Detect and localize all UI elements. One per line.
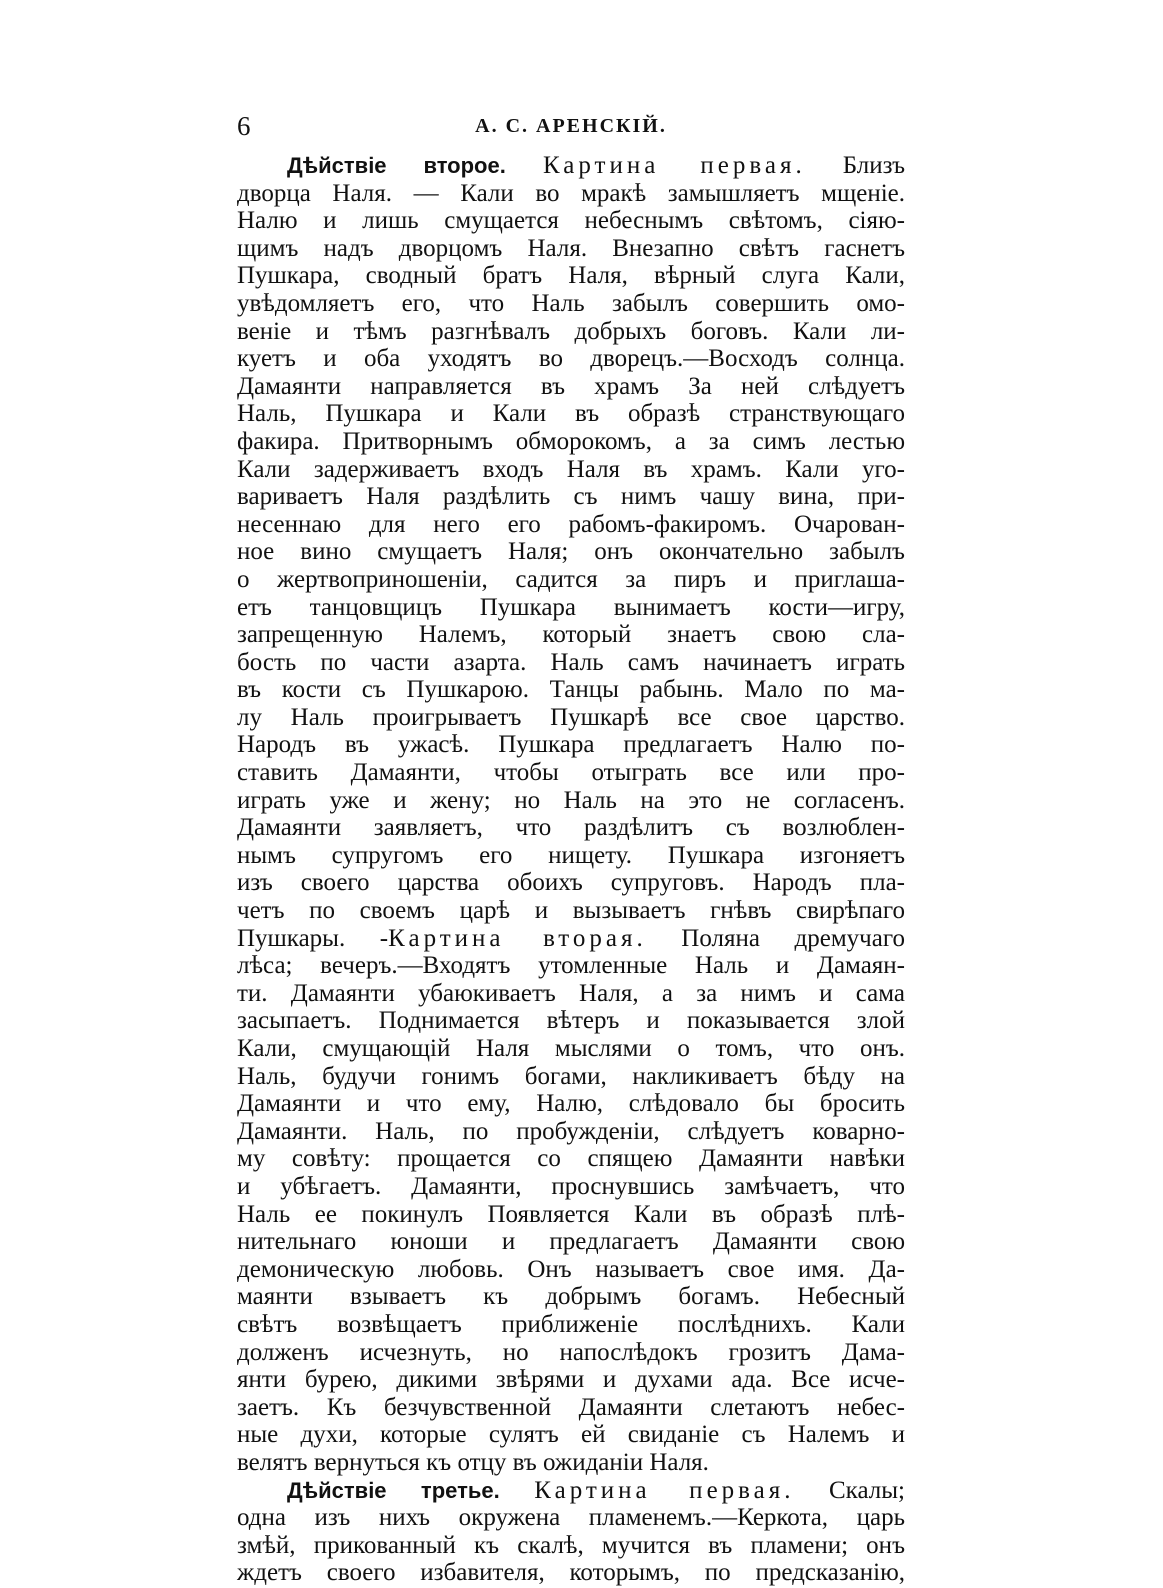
text-line — [237, 152, 905, 180]
line-text: Кали задерживаетъ входъ Наля въ храмъ. Кали уго- — [237, 455, 905, 483]
line-text: долженъ исчезнуть, но напослѣдокъ грозитъ Дама- — [237, 1338, 905, 1366]
text-line — [237, 980, 905, 1008]
line-text: ти. Дамаянти убаюкиваетъ Наля, а за нимъ и сама — [237, 979, 905, 1007]
text-line — [237, 1477, 905, 1505]
text-line — [237, 676, 905, 704]
line-text: ставить Дамаянти, чтобы отыграть все или про- — [237, 759, 905, 787]
text-line — [237, 511, 905, 539]
text-line — [237, 1118, 905, 1146]
text-line — [237, 1063, 905, 1091]
line-text: маянти взываетъ къ добрымъ богамъ. Небесный — [237, 1283, 905, 1311]
line-text: увѣдомляетъ его, что Наль забылъ совершить омо- — [237, 289, 905, 317]
text-line — [237, 1007, 905, 1035]
text-line — [237, 842, 905, 870]
text-line — [237, 1090, 905, 1118]
text-line — [237, 1228, 905, 1256]
text-line — [237, 262, 905, 290]
line-text: Дамаянти направляется въ храмъ За ней слѣдуетъ — [237, 372, 905, 400]
text-line — [237, 290, 905, 318]
running-head: А. С. АРЕНСКІЙ. — [475, 115, 667, 137]
text-line — [237, 318, 905, 346]
line-text: запрещенную Налемъ, который знаетъ свою сла- — [237, 621, 905, 649]
text-line — [237, 1173, 905, 1201]
text-line — [237, 180, 905, 208]
text-line — [237, 621, 905, 649]
line-text: въ кости съ Пушкарою. Танцы рабынь. Мало по ма- — [237, 676, 905, 704]
text-line — [237, 1256, 905, 1284]
text-line — [237, 1366, 905, 1394]
line-text: свѣтъ возвѣщаетъ приближеніе послѣднихъ. Кали — [237, 1310, 905, 1338]
line-text: Наль, Пушкара и Кали въ образѣ странствующаго — [237, 400, 905, 428]
text-line — [237, 1504, 905, 1532]
text-line — [237, 1035, 905, 1063]
page-header — [237, 108, 905, 144]
line-text: Дамаянти заявляетъ, что раздѣлитъ съ возлюблен- — [237, 814, 905, 842]
line-text: о жертвоприношеніи, садится за пиръ и приглаша- — [237, 565, 905, 593]
line-text: лу Наль проигрываетъ Пушкарѣ все свое царство. — [237, 703, 905, 731]
line-text: Кали, смущающій Наля мыслями о томъ, что онъ. — [237, 1035, 905, 1062]
text-line — [237, 814, 905, 842]
text-line — [237, 373, 905, 401]
scene-heading: Картина вторая. — [388, 924, 647, 952]
body-text — [237, 152, 905, 1587]
line-text: ждетъ своего избавителя, которымъ, по предсказанію, — [237, 1559, 905, 1587]
line-text: заетъ. Къ безчувственной Дамаянти слетаютъ небес- — [237, 1393, 905, 1421]
text-line — [237, 1532, 905, 1560]
line-text: демоническую любовь. Онъ называетъ свое имя. Да- — [237, 1255, 905, 1283]
line-text: изъ своего царства обоихъ супруговъ. Народъ пла- — [237, 869, 905, 897]
text-line — [237, 952, 905, 980]
line-text: несеннаю для него его рабомъ-факиромъ. Очарован- — [237, 510, 905, 538]
text-line — [237, 1311, 905, 1339]
text-line — [237, 1339, 905, 1367]
text-line — [237, 235, 905, 263]
line-text: Близъ — [805, 152, 906, 179]
text-line — [237, 925, 905, 953]
act-heading: Дѣйствіе второе. — [287, 153, 506, 178]
line-text: Пушкара, сводный братъ Наля, вѣрный слуга Кали, — [237, 262, 905, 290]
line-text: веніе и тѣмъ разгнѣвалъ добрыхъ боговъ. Кали ли- — [237, 317, 905, 345]
text-line — [237, 787, 905, 815]
line-text: Налю и лишь смущается небеснымъ свѣтомъ, сіяю- — [237, 207, 905, 235]
scene-heading: Картина первая. — [534, 1476, 795, 1504]
text-line — [237, 759, 905, 787]
line-text: бость по части азарта. Наль самъ начинаетъ играть — [237, 648, 905, 676]
line-text: Скалы; — [794, 1476, 905, 1504]
text-line — [237, 869, 905, 897]
line-text: змѣй, прикованный къ скалѣ, мучится въ пламени; онъ — [237, 1531, 905, 1559]
page-number: 6 — [237, 111, 251, 141]
line-text: дворца Наля. — Кали во мракѣ замышляетъ мщеніе. — [237, 179, 905, 207]
line-text: вариваетъ Наля раздѣлить съ нимъ чашу вина, при- — [237, 483, 905, 511]
text-line — [237, 1201, 905, 1229]
line-text: ные духи, которые сулятъ ей свиданіе съ Налемъ и — [237, 1421, 905, 1449]
text-line — [237, 538, 905, 566]
line-text: куетъ и оба уходятъ во дворецъ.—Восходъ солнца. — [237, 345, 905, 373]
line-text: Дамаянти. Наль, по пробужденіи, слѣдуетъ коварно- — [237, 1117, 905, 1145]
act-heading: Дѣйствіе третье. — [287, 1477, 500, 1503]
text-line — [237, 1449, 905, 1477]
line-text: факира. Притворнымъ обморокомъ, а за симъ лестью — [237, 427, 905, 455]
line-text: Поляна дремучаго — [646, 924, 905, 952]
line-text: щимъ надъ дворцомъ Наля. Внезапно свѣтъ гаснетъ — [237, 234, 905, 262]
line-text: Народъ въ ужасѣ. Пушкара предлагаетъ Налю по- — [237, 731, 905, 759]
text-line — [237, 1394, 905, 1422]
text-line — [237, 456, 905, 484]
text-line — [237, 1559, 905, 1587]
text-line — [237, 731, 905, 759]
line-text: му совѣту: прощается со спящею Дамаянти навѣки — [237, 1145, 905, 1173]
text-line — [237, 1421, 905, 1449]
text-line — [237, 207, 905, 235]
line-text: велятъ вернуться къ отцу въ ожиданіи Наля. — [237, 1448, 709, 1476]
line-text: четъ по своемъ царѣ и вызываетъ гнѣвъ свирѣпаго — [237, 897, 905, 925]
text-line — [237, 704, 905, 732]
text-line — [237, 1283, 905, 1311]
line-text: Пушкары. - — [237, 924, 389, 952]
line-text: етъ танцовщицъ Пушкара вынимаетъ кости—игру, — [237, 593, 905, 621]
line-text: Дамаянти и что ему, Налю, слѣдовало бы бросить — [237, 1090, 905, 1118]
line-text: янти бурею, дикими звѣрями и духами ада. Все исче- — [237, 1366, 905, 1394]
text-line — [237, 345, 905, 373]
line-text: одна изъ нихъ окружена пламенемъ.—Керкота, царь — [237, 1504, 905, 1532]
text-line — [237, 649, 905, 677]
line-text: нымъ супругомъ его нищету. Пушкара изгоняетъ — [237, 841, 905, 869]
line-text: засыпаетъ. Поднимается вѣтеръ и показывается злой — [237, 1007, 905, 1035]
text-line — [237, 566, 905, 594]
scene-heading: Картина первая. — [542, 152, 806, 179]
line-text: Наль, будучи гонимъ богами, накликиваетъ бѣду на — [237, 1062, 905, 1090]
text-line — [237, 400, 905, 428]
text-line — [237, 594, 905, 622]
line-text: Наль ее покинулъ Появляется Кали въ образѣ плѣ- — [237, 1200, 905, 1228]
text-line — [237, 1145, 905, 1173]
text-line — [237, 428, 905, 456]
line-text: лѣса; вечеръ.—Входятъ утомленные Наль и Дамаян- — [237, 952, 905, 980]
line-text: и убѣгаетъ. Дамаянти, проснувшись замѣчаетъ, что — [237, 1172, 905, 1200]
line-text: играть уже и жену; но Наль на это не согласенъ. — [237, 786, 905, 814]
text-line — [237, 897, 905, 925]
line-text: ное вино смущаетъ Наля; онъ окончательно забылъ — [237, 538, 905, 566]
line-text: нительнаго юноши и предлагаетъ Дамаянти свою — [237, 1228, 905, 1256]
text-line — [237, 483, 905, 511]
